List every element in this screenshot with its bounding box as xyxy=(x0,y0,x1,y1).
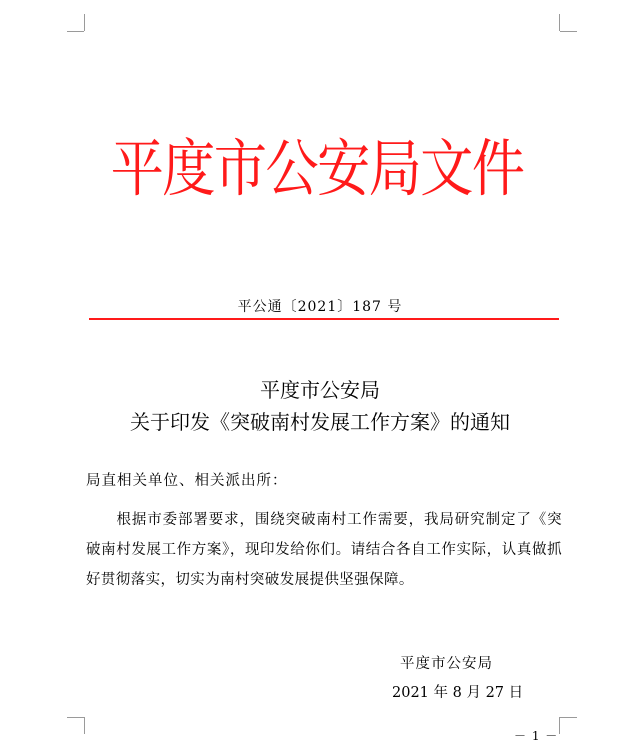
crop-mark xyxy=(84,14,85,31)
crop-mark xyxy=(67,31,84,32)
crop-mark xyxy=(559,14,560,31)
body-paragraph: 根据市委部署要求，围绕突破南村工作需要，我局研究制定了《突破南村发展工作方案》，现印发给你们。请结合各自工作实际，认真做抓好贯彻落实，切实为南村突破发展提供坚强保障。 xyxy=(86,512,562,588)
signature-organization: 平度市公安局 xyxy=(400,656,493,672)
document-title-line-2: 关于印发《突破南村发展工作方案》的通知 xyxy=(130,410,510,434)
issuer-header: 平度市公安局文件 xyxy=(110,132,524,205)
salutation: 局直相关单位、相关派出所： xyxy=(86,473,288,489)
crop-mark xyxy=(559,717,560,734)
document-title-line-1: 平度市公安局 xyxy=(260,378,380,402)
red-divider-rule xyxy=(89,318,559,320)
crop-mark xyxy=(67,717,84,718)
crop-mark xyxy=(560,717,577,718)
crop-mark xyxy=(84,717,85,734)
page-number: － 1 － xyxy=(514,729,559,743)
signature-date: 2021 年 8 月 27 日 xyxy=(392,685,524,701)
crop-mark xyxy=(560,31,577,32)
document-number: 平公通〔2021〕187 号 xyxy=(237,299,403,315)
